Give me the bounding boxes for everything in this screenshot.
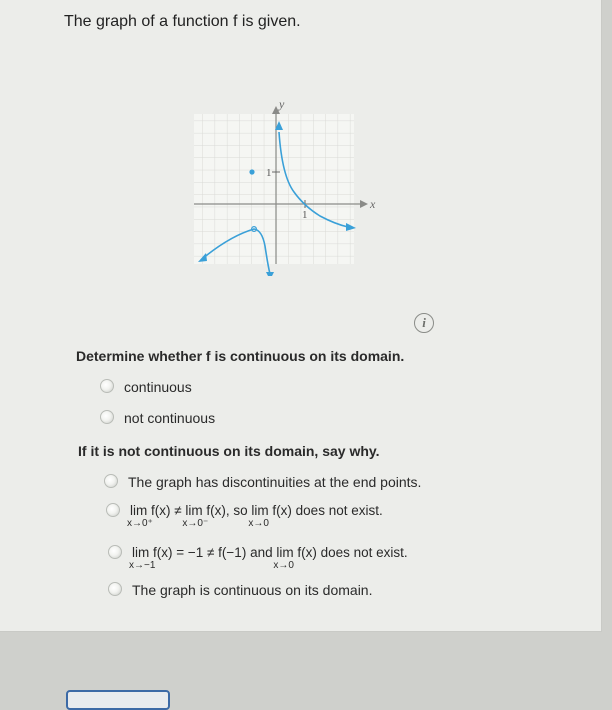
option-limit-at-minus-one-label: lim x→−1 f(x) = −1 ≠ f(−1) and lim x→0 f(x) does not exist. bbox=[129, 545, 408, 571]
option-endpoints[interactable] bbox=[104, 474, 421, 490]
limit-2: lim x→0⁻ bbox=[182, 503, 209, 529]
option-continuous-label: continuous bbox=[124, 379, 192, 395]
limit-1: lim x→0⁺ bbox=[127, 503, 153, 529]
radio-limit-at-minus-one[interactable] bbox=[108, 545, 122, 559]
y-tick-label: 1 bbox=[266, 167, 272, 179]
x-tick-label: 1 bbox=[302, 209, 308, 221]
option-continuous-on-domain[interactable] bbox=[108, 582, 372, 598]
option-continuous-on-domain-label: The graph is continuous on its domain. bbox=[132, 582, 373, 598]
info-icon[interactable]: i bbox=[414, 313, 434, 333]
limit-3: lim x→0 bbox=[248, 503, 269, 529]
radio-not-continuous[interactable] bbox=[100, 410, 114, 424]
question1-text: Determine whether f is continuous on its domain. bbox=[76, 348, 405, 364]
option-one-sided-limits[interactable] bbox=[106, 503, 383, 529]
limit-2: lim x→0 bbox=[273, 545, 294, 571]
option-one-sided-limits-label: lim x→0⁺ f(x) ≠ lim x→0⁻ f(x), so lim x→0 f(x) does not exist. bbox=[127, 503, 383, 529]
option-continuous[interactable] bbox=[100, 379, 192, 395]
radio-endpoints[interactable] bbox=[104, 474, 118, 488]
option-not-continuous-label: not continuous bbox=[124, 410, 216, 426]
function-graph bbox=[190, 96, 390, 276]
x-axis-arrow bbox=[360, 200, 368, 208]
question2-text: If it is not continuous on its domain, say why. bbox=[78, 443, 380, 459]
radio-one-sided-limits[interactable] bbox=[106, 503, 120, 517]
radio-continuous-on-domain[interactable] bbox=[108, 582, 122, 596]
left-branch-down-arrow bbox=[266, 272, 274, 276]
x-axis-label: x bbox=[370, 197, 376, 211]
limit-1: lim x→−1 bbox=[129, 545, 156, 571]
isolated-point bbox=[249, 169, 254, 174]
y-axis-label: y bbox=[279, 97, 285, 111]
option-endpoints-label: The graph has discontinuities at the end points. bbox=[128, 474, 422, 490]
submit-button[interactable] bbox=[66, 690, 170, 710]
problem-prompt: The graph of a function f is given. bbox=[64, 13, 301, 30]
option-not-continuous[interactable] bbox=[100, 410, 215, 426]
graph-grid bbox=[194, 114, 354, 264]
radio-continuous[interactable] bbox=[100, 379, 114, 393]
option-limit-at-minus-one[interactable] bbox=[108, 545, 408, 571]
